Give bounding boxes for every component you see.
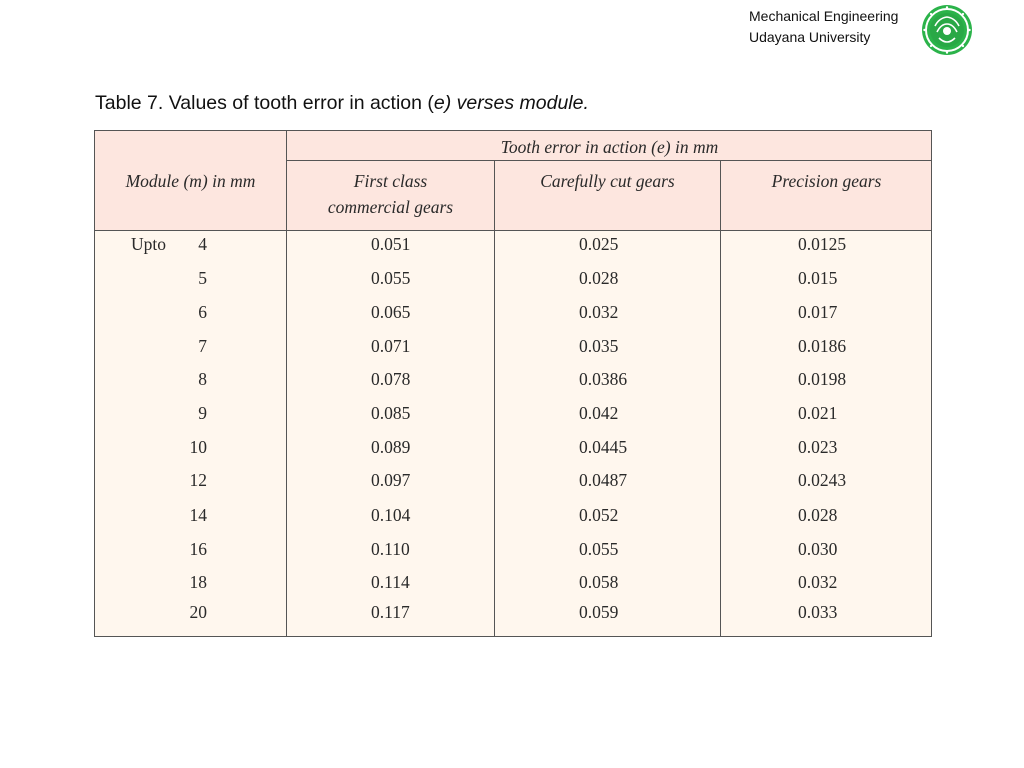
module-cell: 20	[189, 602, 207, 622]
precision-cell: 0.028	[798, 505, 838, 525]
module-cell: 10	[189, 437, 207, 457]
precision-cell: 0.0198	[798, 369, 847, 389]
first-class-cell: 0.071	[371, 336, 411, 356]
first-class-cell: 0.117	[371, 602, 410, 622]
first-class-column-header	[287, 168, 494, 220]
carefully-cut-cell: 0.032	[579, 302, 619, 322]
precision-cell: 0.0125	[798, 234, 847, 254]
table-row	[95, 300, 931, 334]
department-name: Mechanical Engineering	[749, 8, 899, 24]
module-cell: 18	[189, 572, 207, 592]
module-cell: 16	[189, 539, 207, 559]
tooth-error-table	[94, 130, 932, 637]
precision-cell: 0.032	[798, 572, 838, 592]
table-caption	[95, 92, 589, 115]
carefully-cut-cell: 0.059	[579, 602, 619, 622]
module-cell: 9	[198, 403, 207, 423]
carefully-cut-cell: 0.028	[579, 268, 619, 288]
caption-prefix: Table 7. Values of tooth error in action (	[95, 92, 434, 114]
table-row	[95, 435, 931, 469]
precision-cell: 0.030	[798, 539, 838, 559]
precision-cell: 0.021	[798, 403, 838, 423]
first-class-cell: 0.051	[371, 234, 411, 254]
module-cell: 5	[198, 268, 207, 288]
first-class-cell: 0.089	[371, 437, 411, 457]
precision-cell: 0.0186	[798, 336, 847, 356]
module-cell: 8	[198, 369, 207, 389]
university-seal-icon	[921, 4, 973, 56]
first-class-header-line2: commercial gears	[327, 197, 454, 217]
first-class-cell: 0.065	[371, 302, 411, 322]
carefully-cut-column-header: Carefully cut gears	[540, 171, 675, 191]
first-class-header-line1: First class	[353, 171, 428, 191]
table-row	[95, 537, 931, 571]
precision-cell: 0.0243	[798, 470, 847, 490]
first-class-cell: 0.104	[371, 505, 411, 525]
first-class-cell: 0.078	[371, 369, 411, 389]
table-row	[95, 570, 931, 604]
module-cell: 6	[198, 302, 207, 322]
module-column-header: Module (m) in mm	[125, 171, 256, 191]
carefully-cut-cell: 0.058	[579, 572, 619, 592]
precision-cell: 0.017	[798, 302, 838, 322]
table-row	[95, 468, 931, 502]
header-text	[749, 6, 898, 48]
table-row	[95, 334, 931, 368]
first-class-cell: 0.114	[371, 572, 410, 592]
precision-cell: 0.015	[798, 268, 838, 288]
carefully-cut-cell: 0.0445	[579, 437, 628, 457]
first-class-cell: 0.110	[371, 539, 410, 559]
caption-italic: e) verses module.	[433, 92, 589, 114]
header-divider	[287, 160, 932, 161]
first-class-cell: 0.055	[371, 268, 411, 288]
module-cell: 4	[198, 234, 207, 254]
table-row	[95, 503, 931, 537]
carefully-cut-cell: 0.025	[579, 234, 619, 254]
carefully-cut-cell: 0.035	[579, 336, 619, 356]
group-header: Tooth error in action (e) in mm	[500, 137, 719, 157]
university-name: Udayana University	[749, 29, 871, 45]
first-class-cell: 0.085	[371, 403, 411, 423]
carefully-cut-cell: 0.052	[579, 505, 619, 525]
carefully-cut-cell: 0.042	[579, 403, 619, 423]
precision-cell: 0.033	[798, 602, 838, 622]
first-class-cell: 0.097	[371, 470, 411, 490]
upto-label: Upto	[131, 234, 166, 254]
table-row	[95, 266, 931, 300]
table-row	[95, 232, 931, 266]
module-cell: 14	[189, 505, 207, 525]
table-row	[95, 367, 931, 401]
table-row	[95, 401, 931, 435]
carefully-cut-cell: 0.0386	[579, 369, 628, 389]
module-cell: 7	[198, 336, 207, 356]
table-row	[95, 600, 931, 634]
precision-column-header: Precision gears	[771, 171, 882, 191]
precision-cell: 0.023	[798, 437, 838, 457]
module-cell: 12	[189, 470, 207, 490]
carefully-cut-cell: 0.055	[579, 539, 619, 559]
carefully-cut-cell: 0.0487	[579, 470, 628, 490]
